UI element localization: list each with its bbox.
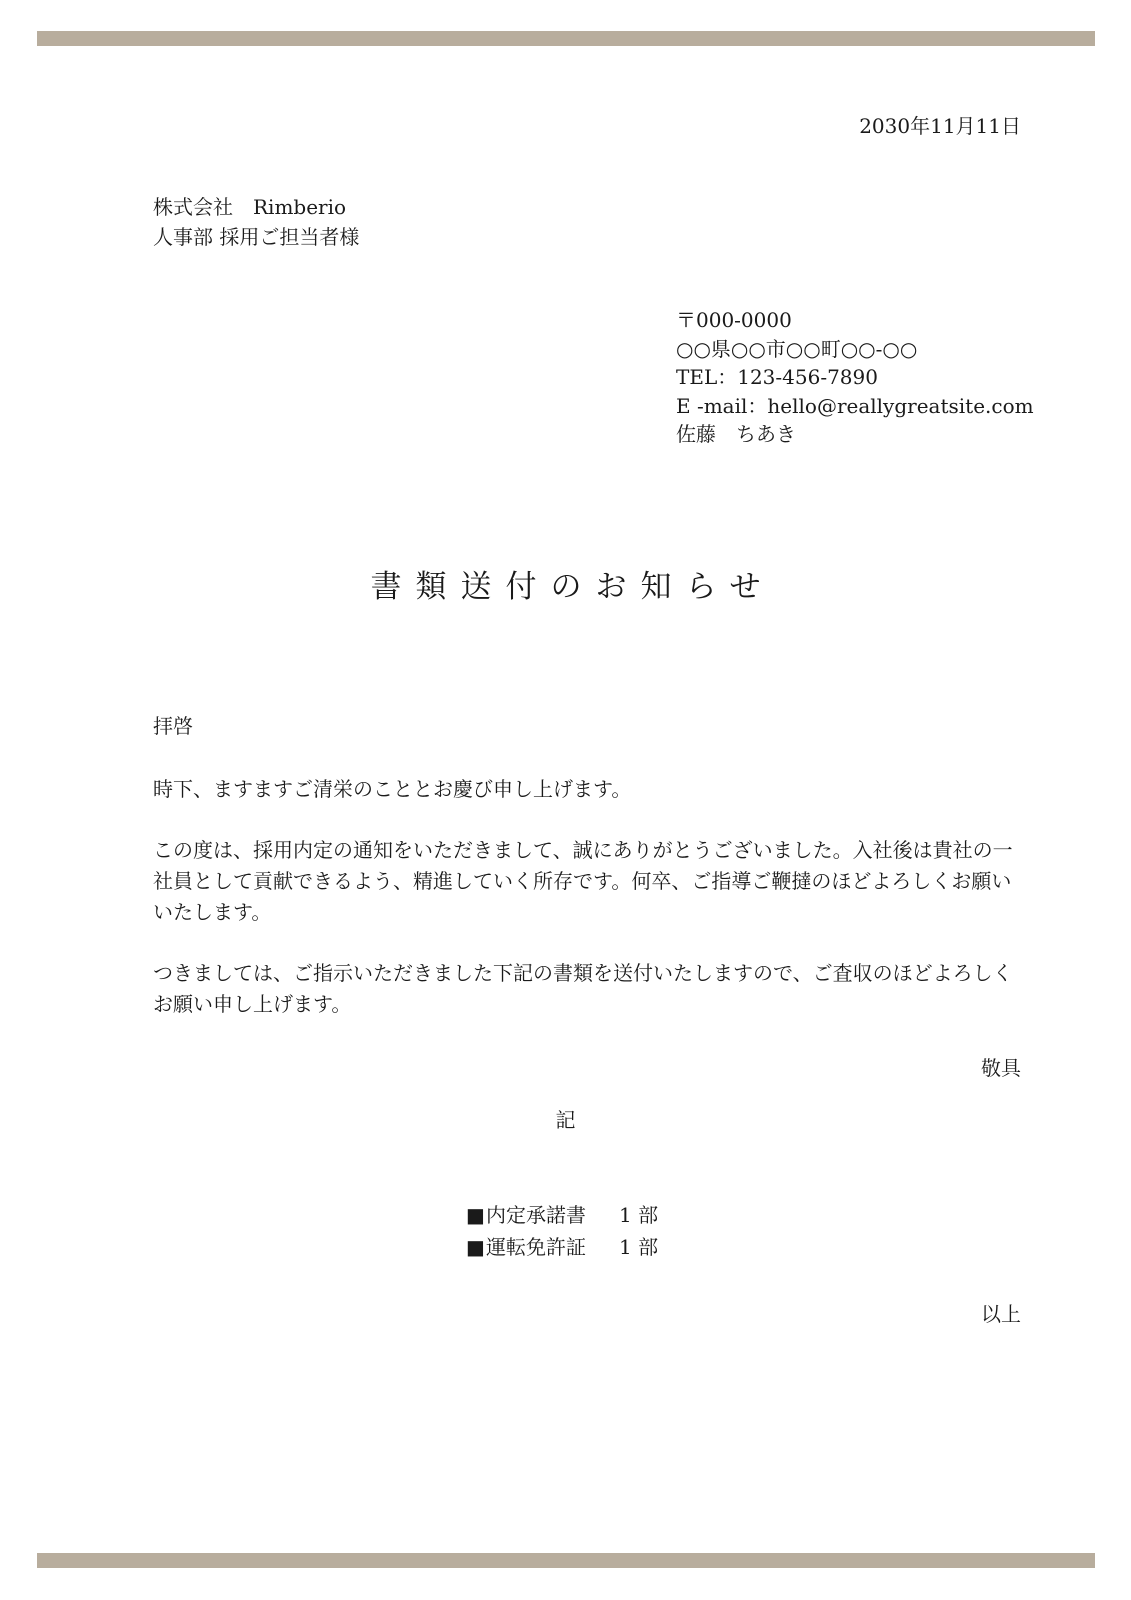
ki-heading: 記 — [555, 1108, 576, 1132]
sender-given-name: ちあき — [736, 422, 796, 446]
letter-title: 書類送付のお知らせ — [370, 569, 775, 605]
sender-address: ○○県○○市○○町○○-○○ — [676, 336, 918, 361]
company-prefix: 株式会社 — [153, 195, 233, 219]
item-name: 内定承諾書 — [486, 1203, 586, 1227]
company-name: Rimberio — [253, 195, 347, 219]
sender-email: E -mail：hello@reallygreatsite.com — [676, 393, 1034, 418]
sender-postal-code: 〒000-0000 — [676, 308, 792, 332]
item-count: 1 部 — [619, 1203, 659, 1227]
end-ijou: 以上 — [981, 1302, 1021, 1326]
enclosure-list — [466, 1199, 658, 1263]
list-item — [466, 1231, 658, 1263]
top-accent-bar — [37, 31, 1095, 46]
recipient-block — [153, 192, 359, 252]
bottom-accent-bar — [37, 1553, 1095, 1568]
greeting: 拝啓 — [153, 714, 193, 738]
seasonal-greeting: 時下、ますますご清栄のこととお慶び申し上げます。 — [153, 777, 632, 801]
request-paragraph: つきましては、ご指示いただきました下記の書類を送付いたしますので、ご査収のほどよろしくお願い申し上げます。 — [153, 961, 1013, 1016]
bullet-square-icon: ■ — [466, 1235, 485, 1259]
main-paragraph: この度は、採用内定の通知をいただきまして、誠にありがとうございました。入社後は貴社の一社員として貢献できるよう、精進していく所存です。何卒、ご指導ご鞭撻のほどよろしくお願いいたします。 — [153, 838, 1013, 924]
sender-tel: TEL：123-456-7890 — [676, 365, 878, 389]
recipient-company — [153, 192, 359, 222]
item-name: 運転免許証 — [486, 1235, 586, 1259]
sender-family-name: 佐藤 — [676, 422, 716, 446]
list-item — [466, 1199, 658, 1231]
closing-keigu: 敬具 — [981, 1056, 1021, 1080]
bullet-square-icon: ■ — [466, 1203, 485, 1227]
letter-date: 2030年11月11日 — [859, 114, 1021, 138]
item-count: 1 部 — [619, 1235, 659, 1259]
recipient-department: 人事部 採用ご担当者様 — [153, 225, 360, 249]
sender-block — [676, 306, 1034, 449]
sender-name — [676, 420, 1034, 449]
